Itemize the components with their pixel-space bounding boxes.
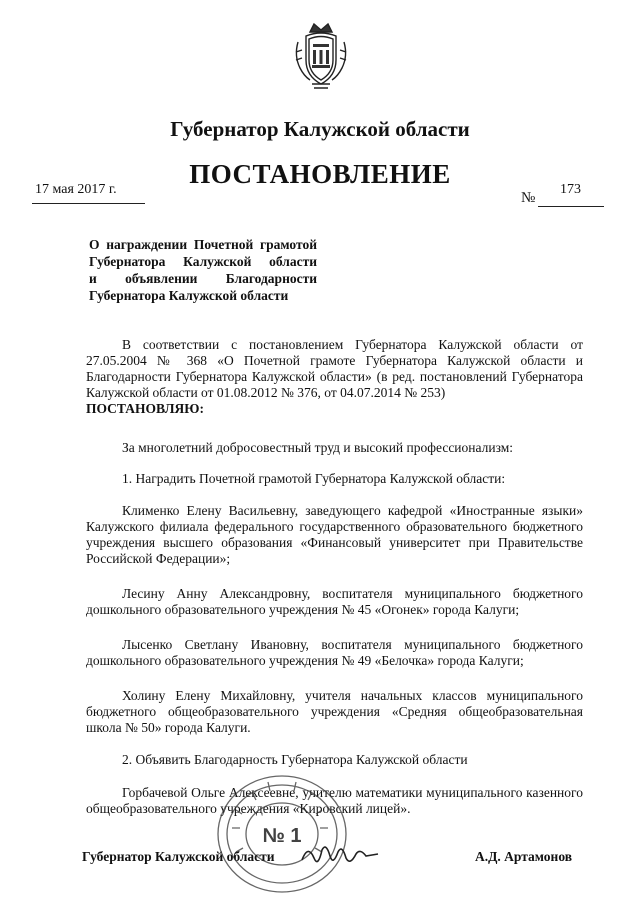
signatory-name: А.Д. Артамонов	[475, 849, 573, 864]
subject-line: Губернатора Калужской области	[89, 254, 317, 269]
document-number: 173	[560, 182, 581, 197]
decree-word: ПОСТАНОВЛЯЮ:	[86, 401, 204, 416]
number-underline	[538, 206, 604, 207]
coat-of-arms-icon	[292, 22, 350, 92]
subject-line: О награждении Почетной грамотой	[89, 237, 317, 252]
seal-number: № 1	[262, 825, 302, 847]
awardee-item: Лысенко Светлану Ивановну, воспитателя муниципального бюджетного дошкольного образовательного учреждения № 49 «Белочка» города Калуги;	[86, 637, 583, 668]
handwritten-signature	[300, 840, 380, 870]
preamble-paragraph	[86, 337, 583, 417]
gratitude-clause: 2. Объявить Благодарность Губернатора Калужской области	[122, 752, 468, 767]
document-type: ПОСТАНОВЛЕНИЕ	[189, 159, 451, 189]
official-seal-icon	[212, 770, 352, 895]
subject-line: Губернатора Калужской области	[89, 288, 289, 303]
award-clause: 1. Наградить Почетной грамотой Губернатора Калужской области:	[122, 471, 506, 486]
preamble-text: В соответствии с постановлением Губернатора Калужской области от 27.05.2004 № 368 «О Почетной грамоте Губернатора Калужской области и Благодарности Губернатора Калужской области» (в ред. постановлений Губернатора Калужской области от 01.08.2012 № 376, от 04.07.2014 № 253)	[86, 337, 583, 400]
subject-line: и объявлении Благодарности	[89, 271, 317, 286]
signatory-title: Губернатор Калужской области	[82, 849, 275, 864]
document-date: 17 мая 2017 г.	[35, 182, 117, 197]
awardee-item: Холину Елену Михайловну, учителя начальных классов муниципального бюджетного общеобразовательного учреждения «Средняя общеобразовательная школа № 50» города Калуги.	[86, 688, 583, 735]
gratitude-item: Горбачевой Ольге Алексеевне, учителю математики муниципального казенного общеобразовательного учреждения «Кировский лицей».	[86, 785, 583, 816]
awardee-item: Клименко Елену Васильевну, заведующего кафедрой «Иностранные языки» Калужского филиала федерального государственного образовательного бюджетного учреждения высшего образования «Финансовый университет при Правительстве Российской Федерации»;	[86, 503, 583, 566]
document-subject	[89, 236, 317, 304]
date-underline	[32, 203, 145, 204]
number-sign: №	[521, 190, 536, 206]
merit-paragraph: За многолетний добросовестный труд и высокий профессионализм:	[122, 440, 514, 455]
issuing-authority: Губернатор Калужской области	[170, 117, 470, 141]
awardee-item: Лесину Анну Александровну, воспитателя муниципального бюджетного дошкольного образовательного учреждения № 45 «Огонек» города Калуги;	[86, 586, 583, 617]
